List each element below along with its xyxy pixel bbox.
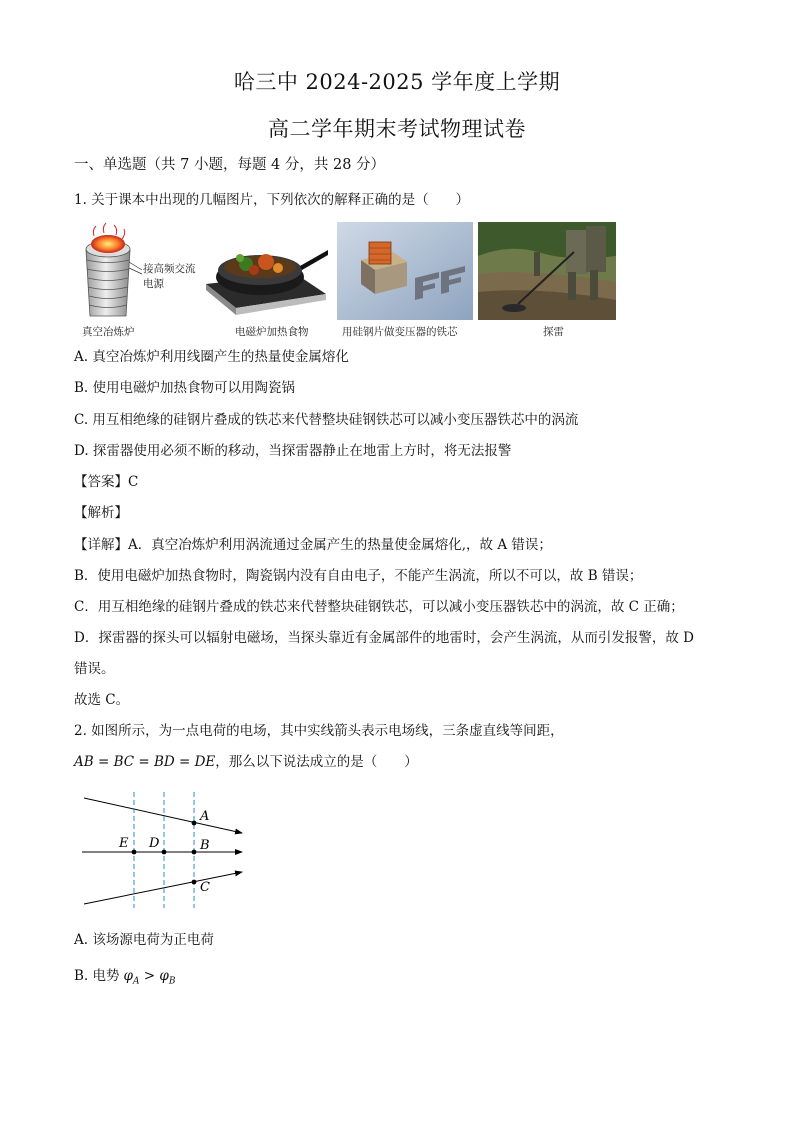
q2-equation: AB = BC = BD = DE <box>74 754 216 770</box>
q1-detail-line: 【详解】A．真空冶炼炉利用涡流通过金属产生的热量使金属熔化,，故 A 错误； <box>74 537 552 553</box>
q1-conclusion: 故选 C。 <box>74 692 130 708</box>
label-d: D <box>149 836 160 851</box>
figure-caption-transformer: 用硅钢片做变压器的铁芯 <box>342 326 458 338</box>
point-c <box>192 880 197 885</box>
q1-detail-line: D．探雷器的探头可以辐射电磁场，当探头靠近有金属部件的地雷时，会产生涡流，从而引发报警，故 D <box>74 630 694 646</box>
figure-caption-mine: 探雷 <box>543 326 564 338</box>
induction-cooker-figure <box>200 222 330 320</box>
q1-option-d: D. 探雷器使用必须不断的移动，当探雷器静止在地雷上方时，将无法报警 <box>74 443 512 459</box>
q1-option-a: A. 真空冶炼炉利用线圈产生的热量使金属熔化 <box>74 349 349 365</box>
page-subtitle: 高二学年期末考试物理试卷 <box>268 117 526 141</box>
field-line-top <box>84 798 242 833</box>
point-d <box>162 850 167 855</box>
figure-caption-furnace: 真空冶炼炉 <box>82 326 135 338</box>
field-line-bottom <box>84 872 242 904</box>
q1-analysis-label: 【解析】 <box>74 505 128 521</box>
q2-option-a: A. 该场源电荷为正电荷 <box>74 932 214 948</box>
q1-option-b: B. 使用电磁炉加热食物可以用陶瓷锅 <box>74 380 296 396</box>
question-2-stem: 2. 如图所示，为一点电荷的电场，其中实线箭头表示电场线，三条虚直线等间距， <box>74 723 564 739</box>
question-1-stem: 1. 关于课本中出现的几幅图片，下列依次的解释正确的是（ ） <box>74 192 470 208</box>
question-2-stem-math-line <box>74 752 418 772</box>
label-c: C <box>200 880 210 895</box>
q2-option-b: B. 电势 $\varphi_A > \varphi_B$ <box>74 968 176 987</box>
q1-detail-line: C．用互相绝缘的硅钢片叠成的铁芯来代替整块硅钢铁芯，可以减小变压器铁芯中的涡流，故 C 正确； <box>74 599 684 615</box>
q1-answer: 【答案】C <box>74 474 139 490</box>
point-b <box>192 850 197 855</box>
point-a <box>192 821 197 826</box>
label-a: A <box>200 809 210 824</box>
figure-caption-cooker: 电磁炉加热食物 <box>235 326 309 338</box>
q2-stem-tail: ，那么以下说法成立的是（ ） <box>215 754 418 770</box>
label-e: E <box>119 836 129 851</box>
q1-detail-line: 错误。 <box>74 661 115 677</box>
transformer-core-figure <box>337 222 473 320</box>
section-heading: 一、单选题（共 7 小题，每题 4 分，共 28 分） <box>74 157 386 173</box>
mine-detection-figure <box>478 222 616 320</box>
furnace-inner-label: 接高频交流电源 <box>143 263 196 290</box>
page-title: 哈三中 2024-2025 学年度上学期 <box>233 70 561 94</box>
q1-option-c: C. 用互相绝缘的硅钢片叠成的铁芯来代替整块硅钢铁芯可以减小变压器铁芯中的涡流 <box>74 412 579 428</box>
label-b: B <box>200 838 210 853</box>
q1-detail-line: B．使用电磁炉加热食物时，陶瓷锅内没有自由电子，不能产生涡流，所以不可以，故 B 错误； <box>74 568 643 584</box>
electric-field-diagram <box>76 788 256 912</box>
point-e <box>132 850 137 855</box>
